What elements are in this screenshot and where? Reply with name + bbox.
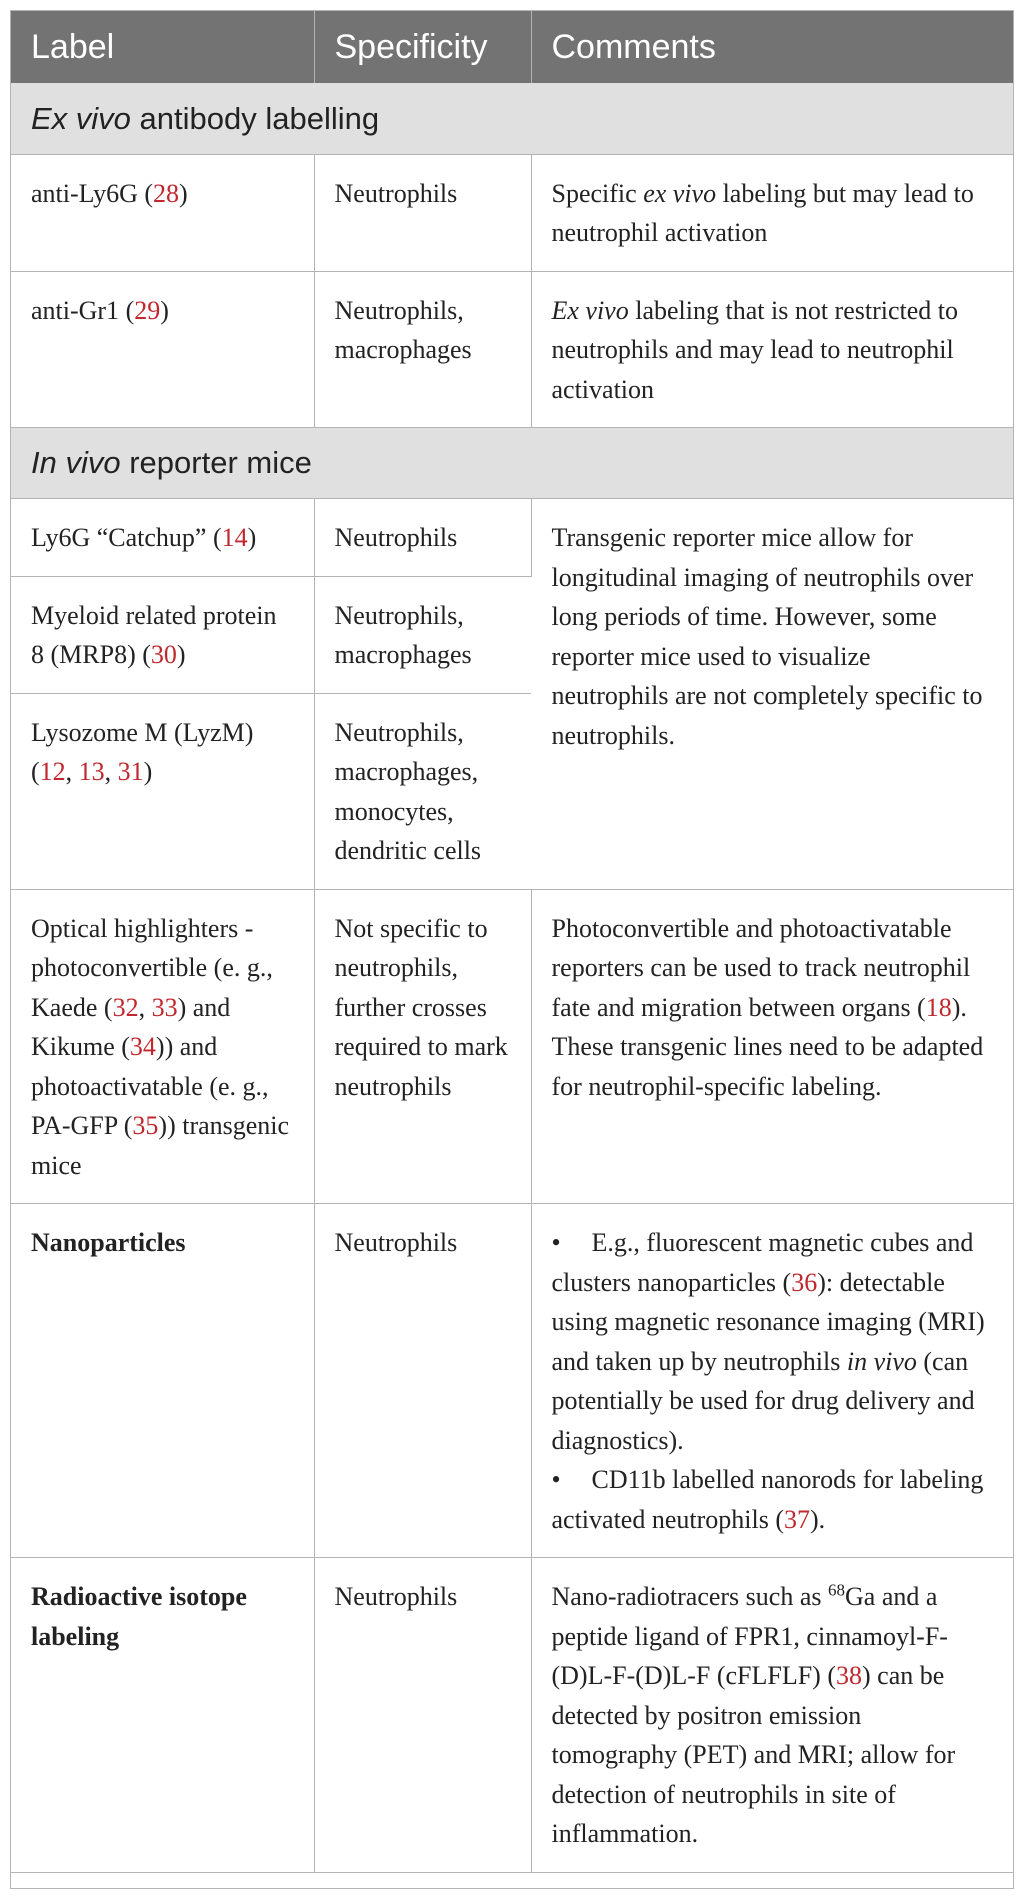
- list-item: • CD11b labelled nanorods for labeling activated neutrophils (37).: [552, 1460, 994, 1539]
- reference-link[interactable]: 33: [151, 992, 178, 1022]
- list-item: • E.g., fluorescent magnetic cubes and clusters nanoparticles (36): detectable using magnetic resonance imaging (MRI) and taken up by neutrophils in vivo (can potentially be used for drug delivery and diagnostics).: [552, 1223, 994, 1460]
- header-specificity: Specificity: [314, 11, 531, 83]
- table-container: [10, 10, 1014, 1889]
- specificity-cell: Neutrophils: [314, 1204, 531, 1558]
- table-row-radioactive: [11, 1558, 1013, 1873]
- comment-cell-reporter-mice: Transgenic reporter mice allow for longitudinal imaging of neutrophils over long periods of time. However, some reporter mice used to visualize neutrophils are not completely specific to neutrophils.: [531, 499, 1013, 890]
- label-cell: Nanoparticles: [11, 1204, 314, 1558]
- table-row-gr1: [11, 271, 1013, 428]
- bullet-icon: •: [551, 1465, 561, 1494]
- isotope-mass-number: 68: [828, 1580, 845, 1600]
- reference-link[interactable]: 31: [117, 757, 144, 786]
- header-comments: Comments: [531, 11, 1013, 83]
- reference-link[interactable]: 32: [112, 992, 139, 1022]
- specificity-cell: Neutrophils: [314, 1558, 531, 1873]
- reference-link[interactable]: 30: [150, 640, 177, 669]
- reference-link[interactable]: 35: [132, 1111, 159, 1140]
- reference-link[interactable]: 18: [925, 992, 952, 1022]
- specificity-cell: Not specific to neutrophils, further crosses required to mark neutrophils: [314, 889, 531, 1204]
- comment-cell: [531, 1204, 1013, 1558]
- reference-link[interactable]: 34: [129, 1032, 156, 1061]
- table-row-catchup: [11, 499, 1013, 577]
- section-row-ex-vivo: [11, 83, 1013, 154]
- reference-link[interactable]: 38: [836, 1661, 863, 1690]
- header-row: [11, 11, 1013, 83]
- comment-cell: Nano-radiotracers such as $^{68}$Ga and a peptide ligand of FPR1, cinnamoyl-F-(D)L-F-(D)L-F (cFLFLF) (38) can be detected by positron emission tomography (PET) and MRI; allow for detection of neutrophils in site of inflammation.: [531, 1558, 1013, 1873]
- reference-link[interactable]: 28: [153, 178, 180, 208]
- specificity-cell: Neutrophils: [314, 499, 531, 577]
- label-cell: Lysozome M (LyzM) (12, 13, 31): [11, 693, 314, 889]
- neutrophil-labeling-table: [11, 11, 1013, 1873]
- section-title-in-vivo: In vivo reporter mice: [11, 428, 1013, 499]
- section-row-in-vivo: [11, 428, 1013, 499]
- label-cell: Radioactive isotope labeling: [11, 1558, 314, 1873]
- reference-link[interactable]: 37: [783, 1504, 810, 1534]
- section-title-ex-vivo: Ex vivo antibody labelling: [11, 83, 1013, 154]
- comment-cell: Specific ex vivo labeling but may lead to neutrophil activation: [531, 154, 1013, 271]
- comment-cell: Photoconvertible and photoactivatable reporters can be used to track neutrophil fate and migration between organs (18). These transgenic lines need to be adapted for neutrophil-specific labeling.: [531, 889, 1013, 1204]
- specificity-cell: Neutrophils, macrophages, monocytes, dendritic cells: [314, 693, 531, 889]
- reference-link[interactable]: 12: [39, 757, 66, 786]
- label-cell: anti-Gr1 (29): [11, 271, 314, 428]
- table-row-ly6g: [11, 154, 1013, 271]
- label-cell: Optical highlighters - photoconvertible (e. g., Kaede (32, 33) and Kikume (34)) and photoactivatable (e. g., PA-GFP (35)) transgenic mice: [11, 889, 314, 1204]
- table-row-nanoparticles: [11, 1204, 1013, 1558]
- table-row-optical: [11, 889, 1013, 1204]
- bullet-icon: •: [551, 1228, 561, 1257]
- reference-link[interactable]: 13: [78, 757, 105, 786]
- specificity-cell: Neutrophils, macrophages: [314, 271, 531, 428]
- label-cell: anti-Ly6G (28): [11, 154, 314, 271]
- label-cell: Myeloid related protein 8 (MRP8) (30): [11, 576, 314, 693]
- label-cell: Ly6G “Catchup” (14): [11, 499, 314, 577]
- header-label: Label: [11, 11, 314, 83]
- reference-link[interactable]: 14: [221, 523, 248, 552]
- reference-link[interactable]: 36: [791, 1267, 818, 1297]
- comment-cell: Ex vivo labeling that is not restricted to neutrophils and may lead to neutrophil activation: [531, 271, 1013, 428]
- specificity-cell: Neutrophils: [314, 154, 531, 271]
- reference-link[interactable]: 29: [134, 295, 161, 325]
- specificity-cell: Neutrophils, macrophages: [314, 576, 531, 693]
